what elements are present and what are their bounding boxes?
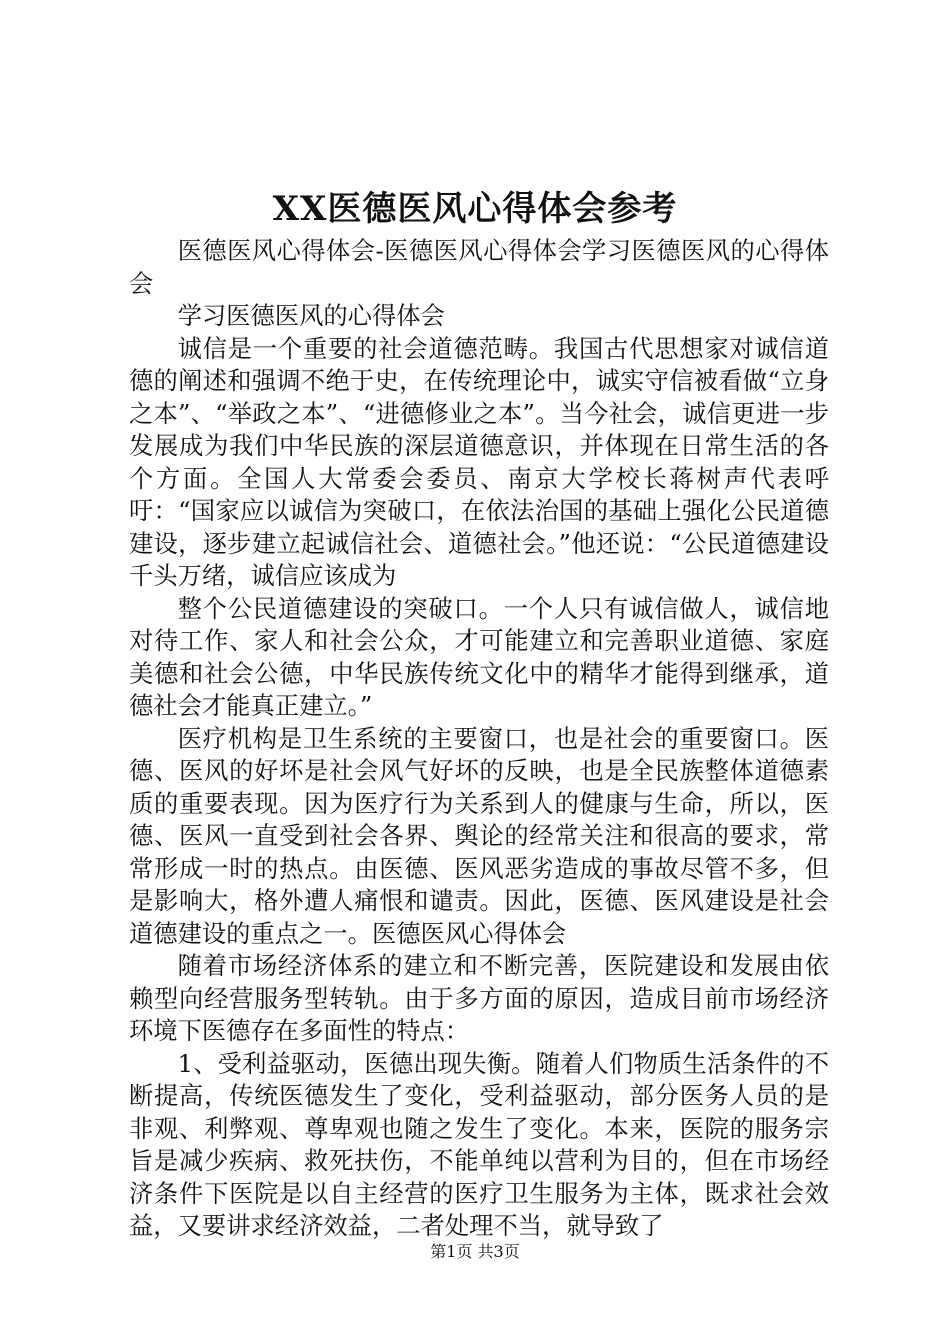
- paragraph-6: 随着市场经济体系的建立和不断完善，医院建设和发展由依赖型向经营服务型转轨。由于多方面的原因，造成目前市场经济环境下医德存在多面性的特点：: [129, 951, 829, 1045]
- page-number-footer: 第1页 共3页: [430, 1242, 520, 1261]
- paragraph-4: 整个公民道德建设的突破口。一个人只有诚信做人，诚信地对待工作、家人和社会公众，才可能建立和完善职业道德、家庭美德和社会公德，中华民族传统文化中的精华才能得到继承，道德社会才能真正建立。”: [129, 593, 829, 720]
- document-body: [129, 235, 829, 1243]
- paragraph-3: 诚信是一个重要的社会道德范畴。我国古代思想家对诚信道德的阐述和强调不绝于史，在传统理论中，诚实守信被看做“立身之本”、“举政之本”、“进德修业之本”。当今社会，诚信更进一步发展成为我们中华民族的深层道德意识，并体现在日常生活的各个方面。全国人大常委会委员、南京大学校长蒋树声代表呼吁：“国家应以诚信为突破口，在依法治国的基础上强化公民道德建设，逐步建立起诚信社会、道德社会。”他还说：“公民道德建设千头万绪，诚信应该成为: [129, 333, 829, 590]
- paragraph-5: 医疗机构是卫生系统的主要窗口，也是社会的重要窗口。医德、医风的好坏是社会风气好坏的反映，也是全民族整体道德素质的重要表现。因为医疗行为关系到人的健康与生命，所以，医德、医风一直受到社会各界、舆论的经常关注和很高的要求，常常形成一时的热点。由医德、医风恶劣造成的事故尽管不多，但是影响大，格外遭人痛恨和谴责。因此，医德、医风建设是社会道德建设的重点之一。医德医风心得体会: [129, 723, 829, 948]
- document-title: XX医德医风心得体会参考: [272, 189, 678, 229]
- paragraph-1: 医德医风心得体会-医德医风心得体会学习医德医风的心得体会: [129, 236, 829, 298]
- paragraph-2: 学习医德医风的心得体会: [177, 301, 445, 330]
- paragraph-7: 1、受利益驱动，医德出现失衡。随着人们物质生活条件的不断提高，传统医德发生了变化，受利益驱动，部分医务人员的是非观、利弊观、尊卑观也随之发生了变化。本来，医院的服务宗旨是减少疾病、救死扶伤，不能单纯以营利为目的，但在市场经济条件下医院是以自主经营的医疗卫生服务为主体，既求社会效益，又要讲求经济效益，二者处理不当，就导致了: [129, 1048, 829, 1240]
